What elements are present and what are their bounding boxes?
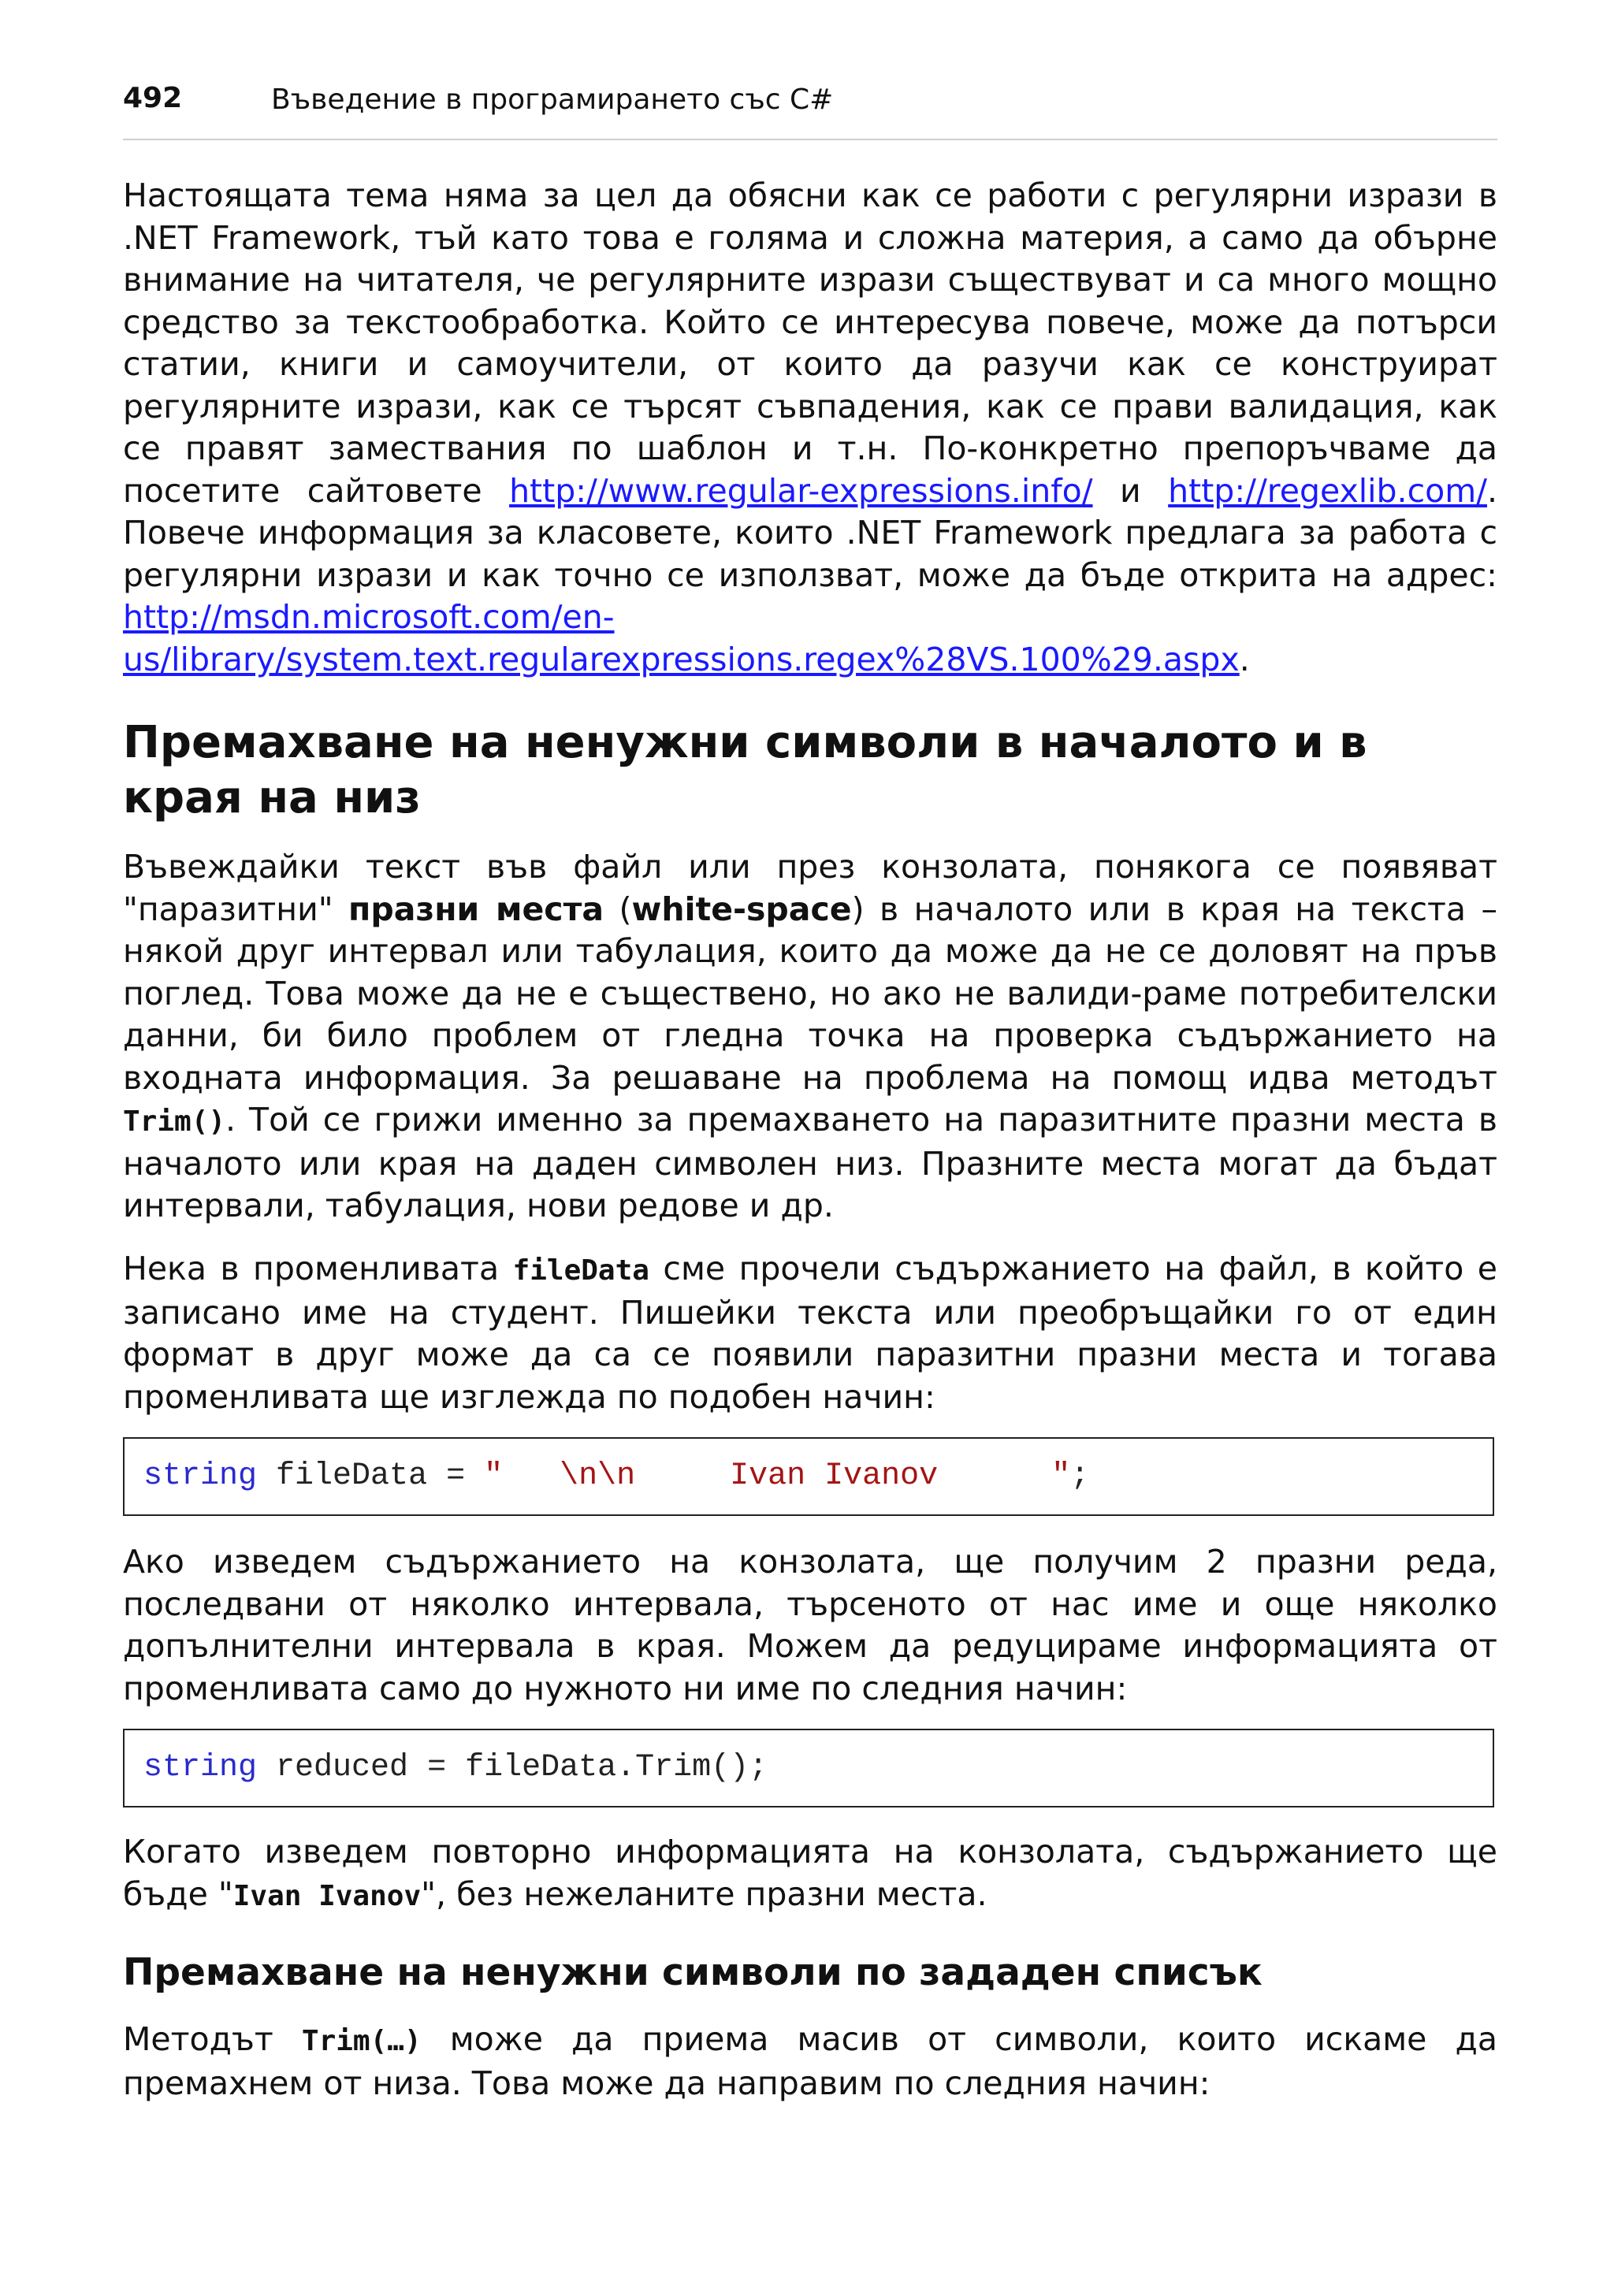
text: може да приема масив от символи, които искаме да премахнем от низа. Това може да направим по следния начин:	[123, 2020, 1497, 2102]
code-block-filedata	[123, 1437, 1494, 1516]
intro-text: .	[1239, 640, 1250, 678]
bold-term: празни места	[348, 890, 604, 928]
text: Методът	[123, 2020, 302, 2058]
page-number: 492	[123, 82, 183, 114]
code-string: " \n\n Ivan Ivanov "	[484, 1458, 1071, 1494]
trim-paragraph-1	[123, 846, 1497, 1228]
text: сме прочели съдържанието на файл, в който е записано име на студент. Пишейки текста или преобръщайки го от един формат в друг може да са се появили паразитни празни места и тогава променливата ще изглежда по подобен начин:	[123, 1250, 1498, 1416]
section-heading-trim-list: Премахване на ненужни символи по зададен списък	[123, 1951, 1263, 1994]
code-text: fileData =	[257, 1458, 485, 1494]
trim-list-paragraph	[123, 2019, 1497, 2105]
intro-text: Настоящата тема няма за цел да обясни как се работи с регулярни изрази в .NET Framework, тъй като това е голяма и сложна материя, а само да обърне внимание на читателя, че регулярните изрази съществуват и са много мощно средство за текстообработка. Който се интересува повече, може да потърси статии, книги и самоучители, от които да разучи как се конструират регулярните изрази, как се търсят съвпадения, как се прави валидация, как се правят замествания по шаблон и т.н. По-конкретно препоръчваме да посетите сайтовете	[123, 176, 1497, 510]
inline-code: Ivan Ivanov	[232, 1879, 422, 1912]
code-block-reduced	[123, 1729, 1494, 1807]
code-text: reduced = fileData.Trim();	[257, 1750, 768, 1785]
trim-paragraph-3: Ако изведем съдържанието на конзолата, ще получим 2 празни реда, последвани от няколко интервала, търсеното от нас име и още няколко допълнителни интервала в края. Можем да редуцираме информацията от променливата само до нужното ни име по следния начин:	[123, 1543, 1497, 1707]
intro-text: и	[1092, 471, 1169, 510]
page-header	[123, 82, 1497, 140]
bold-term: white-space	[631, 890, 852, 928]
text: (	[604, 890, 632, 928]
link-regular-expressions[interactable]: http://www.regular-expressions.info/	[509, 471, 1093, 510]
text: ", без нежеланите празни места.	[421, 1874, 987, 1913]
link-msdn-regex[interactable]: http://msdn.microsoft.com/en-us/library/system.text.regularexpressions.regex%28VS.100%29.aspx	[123, 598, 1240, 678]
code-keyword: string	[143, 1750, 258, 1785]
link-regexlib[interactable]: http://regexlib.com/	[1168, 471, 1487, 510]
text: Нека в променливата	[123, 1250, 513, 1287]
text: . Той се грижи именно за премахването на паразитните празни места в началото или края на даден символен низ. Празните места могат да бъдат интервали, табулация, нови редове и др.	[123, 1101, 1497, 1224]
section-heading-trim: Премахване на ненужни символи в началото и в края на низ	[123, 717, 1367, 823]
code-keyword: string	[143, 1458, 258, 1494]
trim-paragraph-4	[123, 1831, 1497, 1917]
intro-paragraph	[123, 175, 1497, 681]
inline-code: Trim()	[123, 1105, 226, 1138]
inline-code: fileData	[512, 1254, 649, 1287]
text: ) в началото или в края на текста – някой друг интервал или табулация, които да може да не се доловят на пръв поглед. Това може да не е съществено, но ако не валиди-раме потребителски данни, би било проблем от гледна точка на проверка съдържанието на входната информация. За решаване на проблема на помощ идва методът	[123, 890, 1497, 1097]
book-title: Въведение в програмирането със C#	[271, 84, 834, 116]
text: Когато изведем повторно информацията на конзолата, съдържанието ще бъде "	[123, 1833, 1497, 1913]
intro-text: . Повече информация за класовете, които .NET Framework предлага за работа с регулярни изрази и как точно се използват, може да бъде открита на адрес:	[123, 471, 1498, 594]
text: Въвеждайки текст във файл или през конзолата, понякога се появяват "паразитни"	[123, 848, 1497, 928]
inline-code: Trim(…)	[301, 2025, 422, 2057]
code-text: ;	[1070, 1458, 1090, 1494]
trim-paragraph-2	[123, 1248, 1497, 1418]
